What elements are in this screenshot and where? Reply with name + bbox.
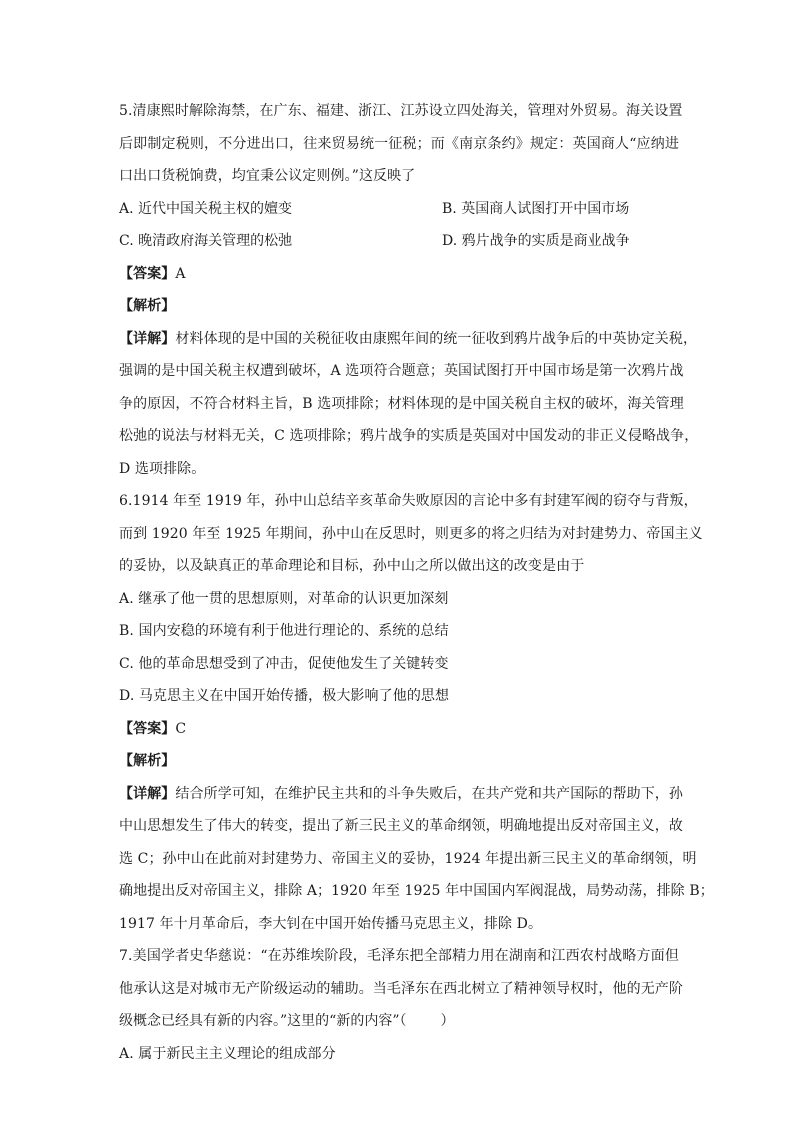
answer-label: 【答案】: [119, 720, 176, 737]
question-5-answer: [119, 258, 679, 291]
question-6-detail-line-1: [119, 778, 684, 811]
question-7: [119, 940, 683, 1070]
question-6-detail-line-5: 1917 年十月革命后，李大钊在中国开始传播马克思主义，排除 D。: [119, 915, 543, 932]
question-6-stem-line-2: 而到 1920 年至 1925 年期间，孙中山在反思时，则更多的将之归结为对封建势力、帝国主义: [119, 525, 703, 542]
question-5-analysis-label: 【解析】: [119, 298, 176, 314]
question-5: [119, 95, 699, 485]
question-5-options-row-1: [119, 193, 679, 226]
question-6-detail-line-4: 确地提出反对帝国主义，排除 A；1920 年至 1925 年中国国内军阀混战，局势动荡，排除 B；: [119, 883, 714, 899]
question-5-detail-line-1: [119, 323, 698, 356]
question-6-option-b: B. 国内安稳的环境有利于他进行理论的、系统的总结: [119, 623, 449, 639]
question-5-stem-line-3: 口出口货税饷费，均宜秉公议定则例。”这反映了: [119, 168, 416, 184]
question-7-option-a: A. 属于新民主主义理论的组成部分: [119, 1045, 336, 1062]
answer-label: 【答案】: [119, 265, 176, 282]
question-5-detail-line-5: D 选项排除。: [119, 460, 206, 477]
question-7-stem-line-1: 7.美国学者史华慈说：“在苏维埃阶段，毛泽东把全部精力用在湖南和江西农村战略方面但: [119, 948, 679, 964]
question-6-option-c: C. 他的革命思想受到了冲击，促使他发生了关键转变: [119, 655, 449, 672]
question-5-option-b: B. 英国商人试图打开中国市场: [442, 200, 630, 217]
question-7-stem-line-3: [119, 1005, 679, 1038]
answer-value: C: [175, 720, 187, 737]
question-5-detail-line-2: 强调的是中国关税主权遭到破坏，A 选项符合题意；英国试图打开中国市场是第一次鸦片战: [119, 363, 684, 379]
detail-text: 材料体现的是中国的关税征收由康熙年间的统一征收到鸦片战争后的中英协定关税，: [175, 330, 698, 347]
question-7-stem-text: 级概念已经具有新的内容。”这里的“新的内容”（: [119, 1013, 407, 1029]
question-6-detail-line-2: 中山思想发生了伟大的转变，提出了新三民主义的革命纲领，明确地提出反对帝国主义，故: [119, 818, 683, 834]
question-5-option-c: C. 晚清政府海关管理的松弛: [119, 233, 293, 249]
question-6-analysis-label: 【解析】: [119, 753, 176, 769]
answer-value: A: [175, 265, 186, 282]
question-5-detail-line-3: 争的原因，不符合材料主旨，B 选项排除；材料体现的是中国关税自主权的破坏，海关管理: [119, 395, 684, 412]
question-6-option-a: A. 继承了他一贯的思想原则，对革命的认识更加深刻: [119, 590, 449, 607]
question-6-stem-line-1: 6.1914 年至 1919 年，孙中山总结辛亥革命失败原因的言论中多有封建军阀的窃夺与背叛，: [119, 493, 698, 509]
question-5-options-row-2: [119, 225, 679, 258]
question-7-stem-line-2: 他承认这是对城市无产阶级运动的辅助。当毛泽东在西北树立了精神领导权时，他的无产阶: [119, 980, 683, 997]
question-5-stem-line-1: 5.清康熙时解除海禁，在广东、福建、浙江、江苏设立四处海关，管理对外贸易。海关设置: [119, 103, 683, 119]
question-5-stem-line-2: 后即制定税则，不分进出口，往来贸易统一征税；而《南京条约》规定：英国商人“应纳进: [119, 135, 679, 152]
question-5-detail-line-4: 松弛的说法与材料无关，C 选项排除；鸦片战争的实质是英国对中国发动的非正义侵略战争，: [119, 428, 699, 444]
question-6-detail-line-3: 选 C；孙中山在此前对封建势力、帝国主义的妥协，1924 年提出新三民主义的革命纲领，明: [119, 850, 697, 867]
question-6-option-d: D. 马克思主义在中国开始传播，极大影响了他的思想: [119, 688, 450, 704]
question-6-stem-line-3: 的妥协，以及缺真正的革命理论和目标，孙中山之所以做出这的改变是由于: [119, 558, 585, 574]
question-5-option-d: D. 鸦片战争的实质是商业战争: [442, 233, 630, 249]
question-7-stem-close: ）: [440, 1013, 455, 1029]
detail-text: 结合所学可知，在维护民主共和的斗争失败后，在共产党和共产国际的帮助下，孙: [175, 785, 684, 802]
detail-label: 【详解】: [119, 330, 176, 347]
question-6-answer: [119, 713, 679, 746]
question-5-option-a: A. 近代中国关税主权的嬗变: [119, 200, 293, 217]
detail-label: 【详解】: [119, 785, 176, 802]
document-page: [119, 95, 714, 1070]
question-6: [119, 485, 714, 940]
